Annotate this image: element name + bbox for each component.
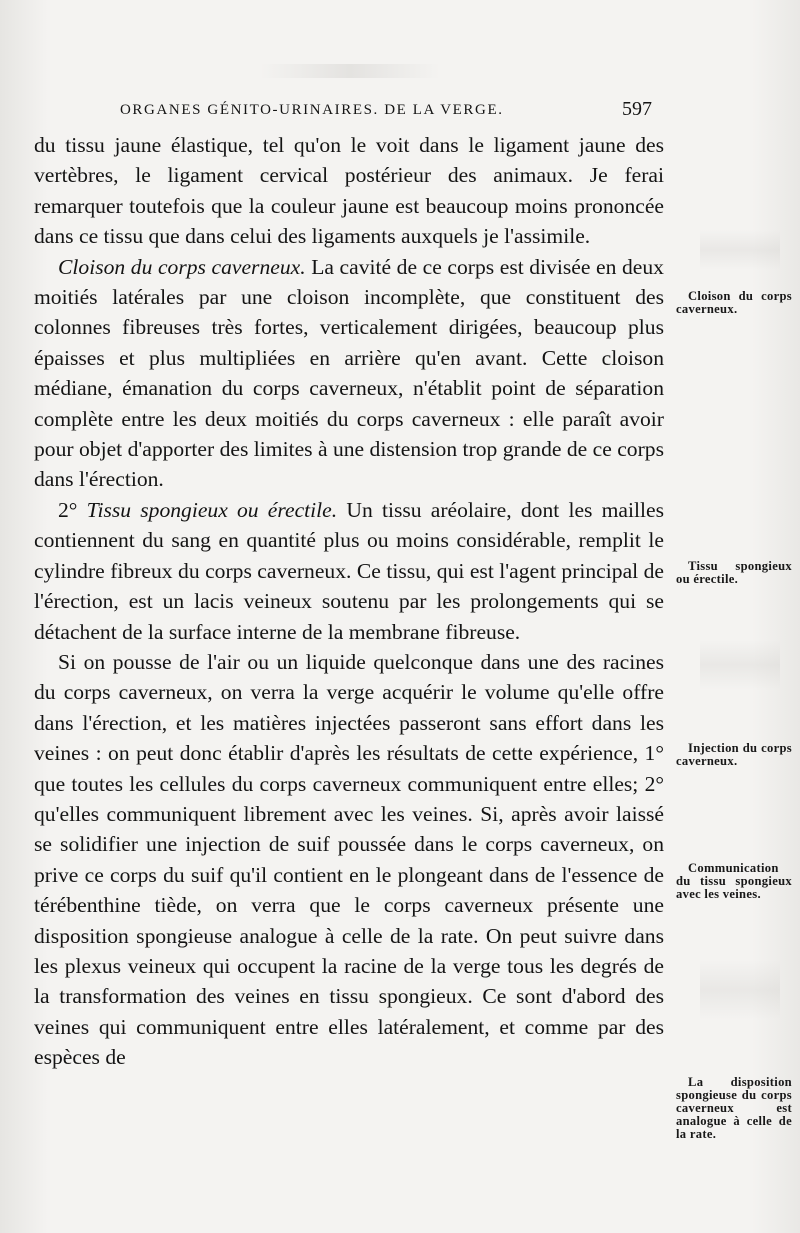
paragraph-tissu-spongieux — [34, 495, 664, 647]
paragraph-text: La cavité de ce corps est divisée en deux moitiés latérales par une cloison incomplète, que constituent des colonnes fibreuses très fortes, verticalement dirigées, beaucoup plus épaisses et plus multipliées en arrière qu'en avant. Cette cloison médiane, émanation du corps caverneux, n'établit point de séparation complète entre les deux moitiés du corps caverneux : elle paraît avoir pour objet d'apporter des limites à une distension trop grande de ce corps dans l'érection. — [34, 254, 664, 492]
margin-note-communication: Communication du tissu spongieux avec les veines. — [676, 861, 792, 901]
running-title: ORGANES GÉNITO-URINAIRES. DE LA VERGE. — [120, 102, 504, 118]
running-head — [120, 98, 660, 126]
paragraph-injection — [34, 647, 664, 1073]
margin-note-injection: Injection du corps caverneux. — [676, 741, 792, 768]
margin-note-cloison: Cloison du corps caverneux. — [676, 289, 792, 316]
section-heading: Cloison du corps caverneux. — [58, 254, 306, 279]
bleed-through-smudge — [700, 640, 780, 690]
margin-note-rate: La disposition spongieuse du corps caverneux est analogue à celle de la rate. — [676, 1075, 792, 1141]
paragraph-text: du tissu jaune élastique, tel qu'on le voit dans le ligament jaune des vertèbres, le ligament cervical postérieur des animaux. Je ferai remarquer toutefois que la couleur jaune est beaucoup moins prononcée dans ce tissu que dans celui des ligaments auxquels je l'assimile. — [34, 133, 664, 249]
page-number: 597 — [622, 98, 652, 120]
bleed-through-smudge — [700, 230, 780, 270]
paragraph-continuation — [34, 130, 664, 252]
section-number: 2° — [58, 497, 78, 522]
body-text — [34, 130, 664, 1073]
bleed-through-smudge — [260, 64, 440, 78]
paragraph-cloison — [34, 252, 664, 495]
bleed-through-smudge — [700, 960, 780, 1020]
paragraph-text: Si on pousse de l'air ou un liquide quelconque dans une des racines du corps caverneux, on verra la verge acquérir le volume qu'elle offre dans l'érection, et les matières injectées passeront sans effort dans les veines : on peut donc établir d'après les résultats de cette expérience, 1° que toutes les cellules du corps caverneux communiquent entre elles; 2° qu'elles communiquent librement avec les veines. Si, après avoir laissé se solidifier une injection de suif poussée dans le corps caverneux, on prive ce corps du suif qu'il contient en le plongeant dans de l'essence de térébenthine tiède, on verra que le corps caverneux présente une disposition spongieuse analogue à celle de la rate. On peut suivre dans les plexus veineux qui occupent la racine de la verge tous les degrés de la transformation des veines en tissu spongieux. Ce sont d'abord des veines qui communiquent entre elles latéralement, et comme par des espèces de — [34, 649, 664, 1070]
paragraph-text: Un tissu aréolaire, dont les mailles contiennent du sang en quantité plus ou moins considérable, remplit le cylindre fibreux du corps caverneux. Ce tissu, qui est l'agent principal de l'érection, est un lacis veineux soutenu par les prolongements qui se détachent de la surface interne de la membrane fibreuse. — [34, 497, 664, 644]
margin-note-tissu-spongieux: Tissu spongieux ou érectile. — [676, 559, 792, 586]
section-heading: Tissu spongieux ou érectile. — [86, 497, 338, 522]
